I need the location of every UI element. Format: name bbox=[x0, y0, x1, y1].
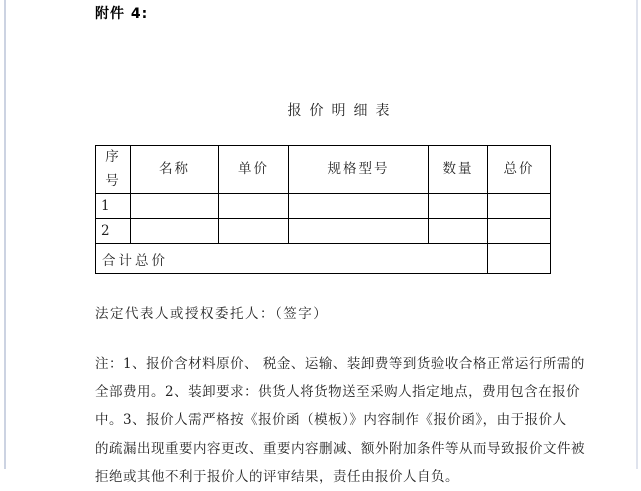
col-header-serial: 序号 bbox=[96, 146, 131, 194]
page-title: 报价明细表 bbox=[287, 103, 398, 119]
col-header-total-price: 总价 bbox=[488, 146, 551, 194]
row1-name-cell[interactable] bbox=[131, 194, 219, 219]
row2-serial: 2 bbox=[96, 219, 131, 244]
note-line: 的疏漏出现重要内容更改、重要内容删减、额外附加条件等从而导致报价文件被 bbox=[95, 440, 585, 457]
row2-unit-price-cell[interactable] bbox=[219, 219, 289, 244]
attachment-label: 附件 4: bbox=[95, 6, 149, 22]
row2-total-cell[interactable] bbox=[488, 219, 551, 244]
page-edge-left bbox=[4, 0, 6, 469]
row2-quantity-cell[interactable] bbox=[429, 219, 488, 244]
table-row bbox=[96, 219, 551, 244]
note-line: 中。3、报价人需严格按《报价函（模板）》内容制作《报价函》，由于报价人 bbox=[95, 412, 567, 429]
notes-paragraph bbox=[95, 350, 585, 491]
row1-quantity-cell[interactable] bbox=[429, 194, 488, 219]
col-header-name: 名称 bbox=[131, 146, 219, 194]
table-total-row bbox=[96, 244, 551, 274]
row1-total-cell[interactable] bbox=[488, 194, 551, 219]
row2-name-cell[interactable] bbox=[131, 219, 219, 244]
table-header-row bbox=[96, 146, 551, 194]
quotation-table bbox=[95, 145, 551, 274]
row1-spec-cell[interactable] bbox=[289, 194, 429, 219]
row1-unit-price-cell[interactable] bbox=[219, 194, 289, 219]
note-line: 全部费用。2、装卸要求：供货人将货物送至采购人指定地点，费用包含在报价 bbox=[95, 384, 581, 401]
table-row bbox=[96, 194, 551, 219]
total-value-cell[interactable] bbox=[488, 244, 551, 274]
row2-spec-cell[interactable] bbox=[289, 219, 429, 244]
page-edge-right bbox=[636, 0, 638, 469]
row1-serial: 1 bbox=[96, 194, 131, 219]
col-header-quantity: 数量 bbox=[429, 146, 488, 194]
total-label-cell: 合计总价 bbox=[96, 244, 488, 274]
note-line: 拒绝或其他不利于报价人的评审结果，责任由报价人自负。 bbox=[95, 468, 459, 485]
note-line: 注：1、报价含材料原价、 税金、运输、装卸费等到货验收合格正常运行所需的 bbox=[95, 356, 585, 372]
col-header-unit-price: 单价 bbox=[219, 146, 289, 194]
col-header-spec-model: 规格型号 bbox=[289, 146, 429, 194]
signature-line: 法定代表人或授权委托人：（签字） bbox=[95, 306, 329, 322]
